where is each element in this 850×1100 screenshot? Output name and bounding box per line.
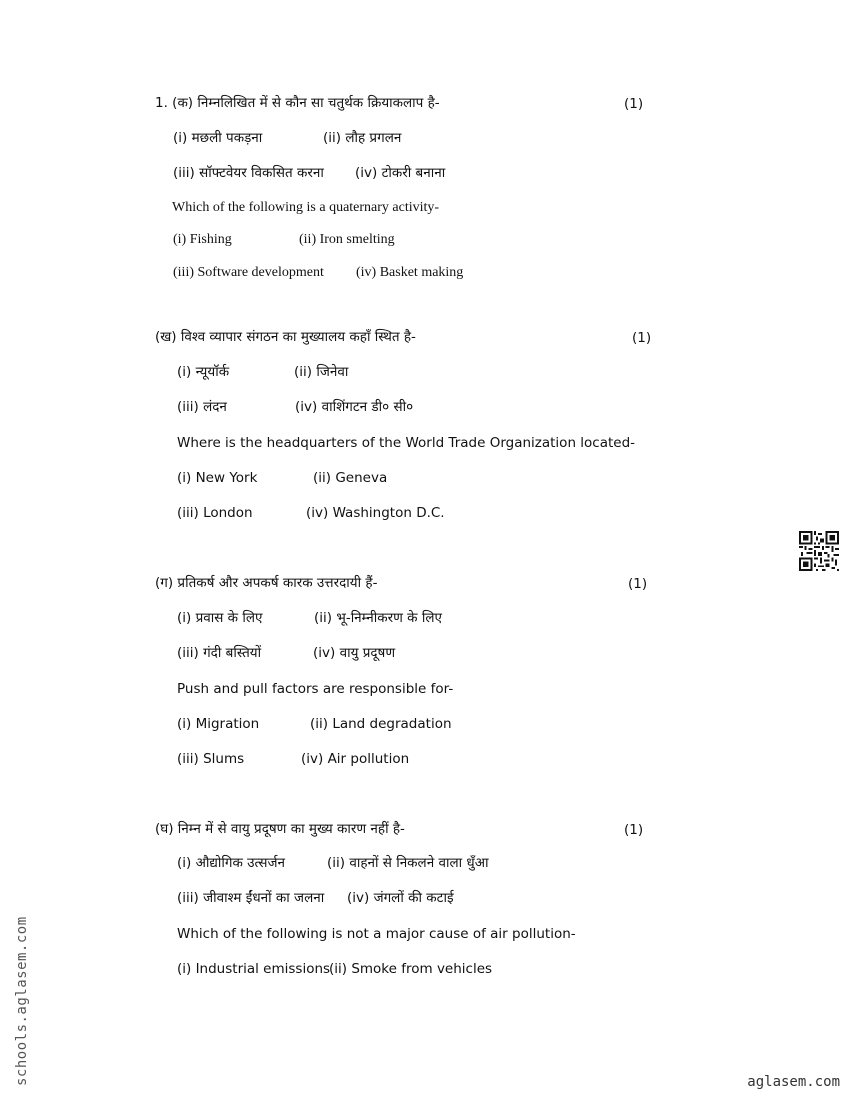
q3-hindi-option-3: (iii) गंदी बस्तियों xyxy=(177,645,262,661)
q3-hindi-option-2: (ii) भू-निम्नीकरण के लिए xyxy=(314,610,442,626)
q3-hindi-stem: (ग) प्रतिकर्ष और अपकर्ष कारक उत्तरदायी हैं- xyxy=(155,575,378,591)
q3-english-option-4: (iv) Air pollution xyxy=(301,751,410,767)
q2-english-options-row-1 xyxy=(177,472,387,486)
q4-hindi-option-1: (i) औद्योगिक उत्सर्जन xyxy=(177,855,286,871)
q4-marks: (1) xyxy=(624,822,644,838)
q1-hindi-options-row-2 xyxy=(173,167,445,181)
q1-english-stem: Which of the following is a quaternary activity- xyxy=(172,200,440,215)
q2-english-option-2: (ii) Geneva xyxy=(313,470,388,486)
q4-english-option-1: (i) Industrial emissions xyxy=(177,961,331,977)
q3-hindi-options-row-2 xyxy=(177,647,395,661)
q2-hindi-option-4: (iv) वाशिंगटन डी० सी० xyxy=(295,399,414,415)
q4-hindi-option-4: (iv) जंगलों की कटाई xyxy=(347,890,454,906)
q2-hindi-options-row-1 xyxy=(177,366,348,380)
q3-marks: (1) xyxy=(628,576,648,592)
qr-code-icon xyxy=(799,531,839,571)
q1-english-options-row-2 xyxy=(173,266,463,280)
q4-hindi-options-row-1 xyxy=(177,857,489,871)
q2-english-option-4: (iv) Washington D.C. xyxy=(306,505,445,521)
q2-hindi-option-1: (i) न्यूयॉर्क xyxy=(177,364,230,380)
q3-english-option-3: (iii) Slums xyxy=(177,751,245,767)
q3-english-options-row-2 xyxy=(177,753,409,767)
q2-english-option-1: (i) New York xyxy=(177,470,258,486)
q4-hindi-stem: (घ) निम्न में से वायु प्रदूषण का मुख्य कारण नहीं है- xyxy=(155,821,405,837)
q2-english-stem: Where is the headquarters of the World Trade Organization located- xyxy=(177,435,636,451)
q3-english-option-1: (i) Migration xyxy=(177,716,260,732)
q4-english-option-2: (ii) Smoke from vehicles xyxy=(329,961,493,977)
q1-hindi-option-2: (ii) लौह प्रगलन xyxy=(323,130,402,146)
q1-english-option-3: (iii) Software development xyxy=(173,265,324,280)
q3-hindi-option-1: (i) प्रवास के लिए xyxy=(177,610,263,626)
q4-hindi-options-row-2 xyxy=(177,892,454,906)
q4-english-options-row-1 xyxy=(177,963,492,977)
q1-marks: (1) xyxy=(624,96,644,112)
q1-hindi-option-3: (iii) सॉफ्टवेयर विकसित करना xyxy=(173,165,324,181)
q1-hindi-option-4: (iv) टोकरी बनाना xyxy=(355,165,446,181)
q1-hindi-options-row-1 xyxy=(173,132,401,146)
q3-hindi-options-row-1 xyxy=(177,612,442,626)
q4-hindi-option-2: (ii) वाहनों से निकलने वाला धुँआ xyxy=(327,855,489,871)
q2-hindi-stem: (ख) विश्व व्यापार संगठन का मुख्यालय कहाँ स्थित है- xyxy=(155,329,416,345)
q1-english-option-4: (iv) Basket making xyxy=(356,265,464,280)
q4-english-stem: Which of the following is not a major cause of air pollution- xyxy=(177,926,576,942)
q4-hindi-option-3: (iii) जीवाश्म ईंधनों का जलना xyxy=(177,890,325,906)
q2-marks: (1) xyxy=(632,330,652,346)
q2-hindi-option-2: (ii) जिनेवा xyxy=(294,364,349,380)
footer-watermark: aglasem.com xyxy=(747,1074,840,1090)
q3-english-option-2: (ii) Land degradation xyxy=(310,716,452,732)
q3-english-options-row-1 xyxy=(177,718,452,732)
q3-hindi-option-4: (iv) वायु प्रदूषण xyxy=(313,645,396,661)
q2-hindi-option-3: (iii) लंदन xyxy=(177,399,227,415)
q1-english-option-1: (i) Fishing xyxy=(173,232,232,247)
q1-hindi-option-1: (i) मछली पकड़ना xyxy=(173,130,263,146)
side-watermark: schools.aglasem.com xyxy=(14,916,30,1086)
q3-english-stem: Push and pull factors are responsible for- xyxy=(177,681,454,697)
q2-hindi-options-row-2 xyxy=(177,401,413,415)
q1-english-options-row-1 xyxy=(173,233,395,247)
q2-english-options-row-2 xyxy=(177,507,445,521)
q1-english-option-2: (ii) Iron smelting xyxy=(299,232,395,247)
q1-hindi-stem: 1. (क) निम्नलिखित में से कौन सा चतुर्थक क्रियाकलाप है- xyxy=(155,95,440,111)
q2-english-option-3: (iii) London xyxy=(177,505,253,521)
